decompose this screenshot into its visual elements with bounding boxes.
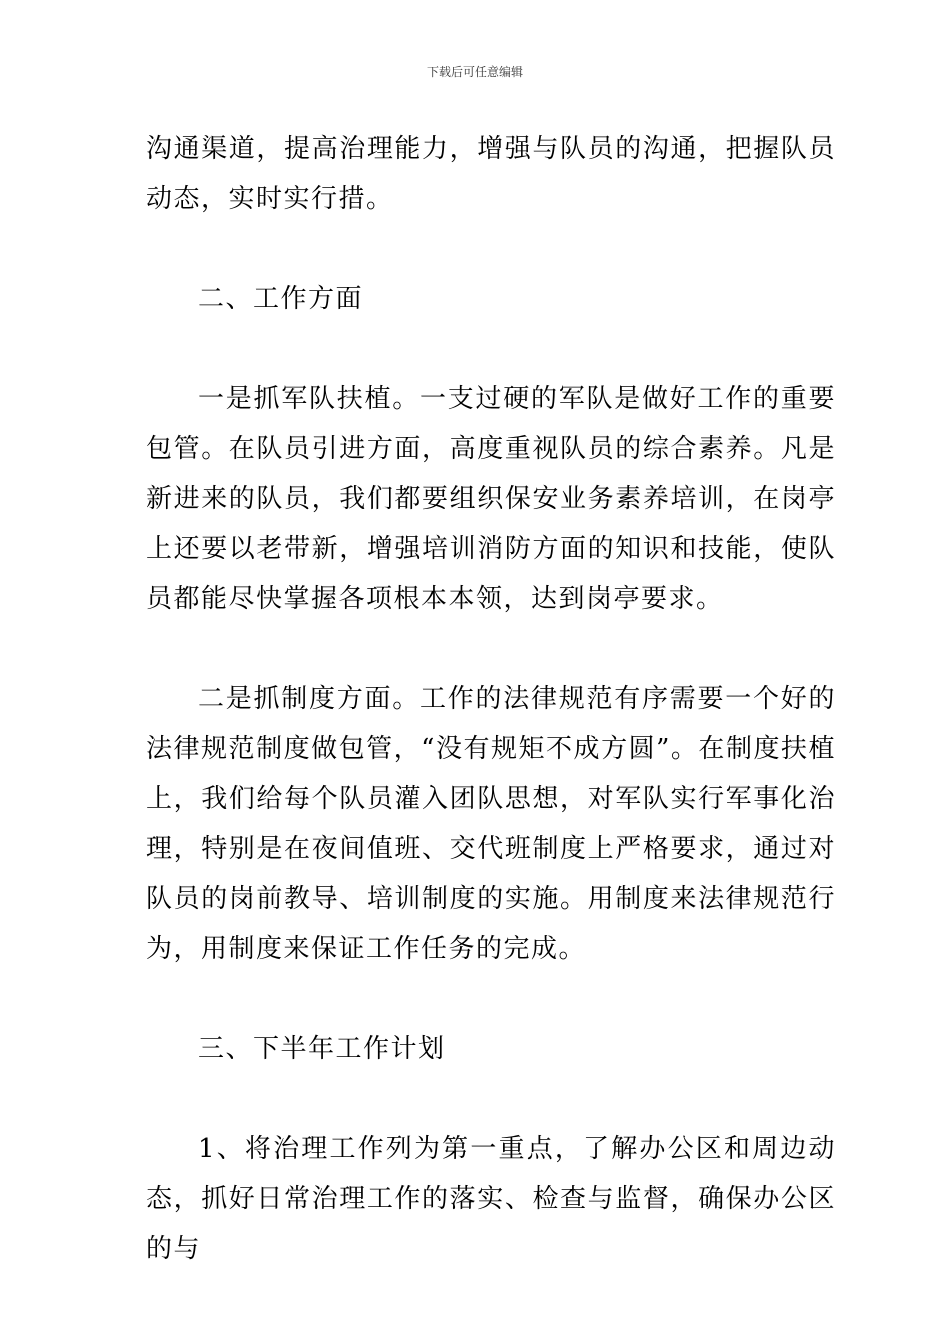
page-header: 下载后可任意编辑 — [426, 65, 523, 79]
section-heading-plan: 三、下半年工作计划 — [198, 1034, 446, 1064]
document-body — [146, 124, 836, 1274]
paragraph-plan-item-1: 1、将治理工作列为第一重点，了解办公区和周边动态，抓好日常治理工作的落实、检查与监督，确保办公区的与 — [146, 1134, 836, 1264]
paragraph-system: 二是抓制度方面。工作的法律规范有序需要一个好的法律规范制度做包管，“没有规矩不成方圆”。在制度扶植上，我们给每个队员灌入团队思想，对军队实行军事化治理，特别是在夜间值班、交代班制度上严格要求，通过对队员的岗前教导、培训制度的实施。用制度来法律规范行为，用制度来保证工作任务的完成。 — [146, 684, 836, 964]
paragraph-continuation: 沟通渠道，提高治理能力，增强与队员的沟通，把握队员动态，实时实行措。 — [146, 134, 836, 214]
section-heading-work: 二、工作方面 — [198, 284, 364, 314]
paragraph-team-building: 一是抓军队扶植。一支过硬的军队是做好工作的重要包管。在队员引进方面，高度重视队员的综合素养。凡是新进来的队员，我们都要组织保安业务素养培训，在岗亭上还要以老带新，增强培训消防方面的知识和技能，使队员都能尽快掌握各项根本本领，达到岗亭要求。 — [146, 384, 836, 614]
